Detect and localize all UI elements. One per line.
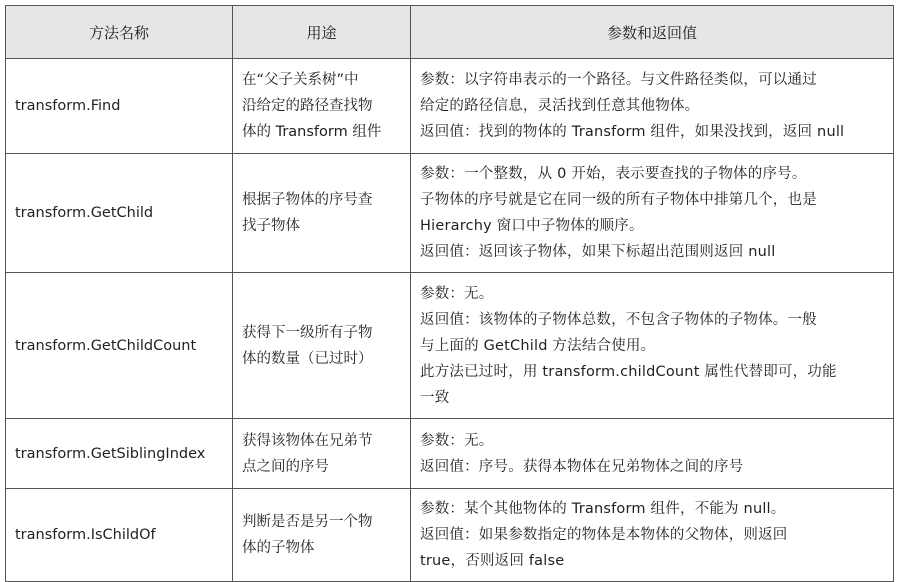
table-row <box>6 489 894 582</box>
usage-line: 获得该物体在兄弟节 <box>242 432 373 449</box>
params-line: Hierarchy 窗口中子物体的顺序。 <box>420 218 644 234</box>
usage-line: 体的数量（已过时） <box>242 350 373 367</box>
header-usage: 用途 <box>233 6 411 59</box>
params-line: 参数：某个其他物体的 Transform 组件，不能为 null。 <box>420 501 786 517</box>
table-row <box>6 154 894 273</box>
usage-cell <box>233 59 411 154</box>
params-line: 参数：无。 <box>420 432 494 449</box>
params-cell <box>411 273 894 419</box>
usage-line: 沿给定的路径查找物 <box>242 98 373 114</box>
usage-line: 获得下一级所有子物 <box>242 324 373 341</box>
params-line: 参数：以字符串表示的一个路径。与文件路径类似，可以通过 <box>420 72 817 88</box>
header-method-name: 方法名称 <box>6 6 233 59</box>
usage-line: 体的 Transform 组件 <box>242 124 382 140</box>
method-name-cell: transform.GetChildCount <box>6 273 233 419</box>
table-header <box>6 6 894 59</box>
usage-line: 在“父子关系树”中 <box>242 72 359 88</box>
usage-cell <box>233 273 411 419</box>
method-name-cell: transform.Find <box>6 59 233 154</box>
table-row <box>6 419 894 489</box>
usage-line: 判断是否是另一个物 <box>242 514 373 530</box>
method-name-cell: transform.GetSiblingIndex <box>6 419 233 489</box>
params-line: 返回值：找到的物体的 Transform 组件，如果没找到，返回 null <box>420 124 845 140</box>
transform-methods-table <box>5 5 894 582</box>
params-cell <box>411 59 894 154</box>
params-line: 参数：无。 <box>420 285 494 302</box>
params-line: 给定的路径信息，灵活找到任意其他物体。 <box>420 98 700 114</box>
usage-cell <box>233 489 411 582</box>
params-line: 此方法已过时，用 transform.childCount 属性代替即可，功能 <box>420 363 837 380</box>
table-row <box>6 59 894 154</box>
header-row <box>6 6 894 59</box>
header-params-return: 参数和返回值 <box>411 6 894 59</box>
method-name-cell: transform.IsChildOf <box>6 489 233 582</box>
usage-cell <box>233 154 411 273</box>
table-row <box>6 273 894 419</box>
usage-line: 根据子物体的序号查 <box>242 192 373 208</box>
params-line: 一致 <box>420 389 450 406</box>
usage-line: 点之间的序号 <box>242 458 329 475</box>
params-line: 子物体的序号就是它在同一级的所有子物体中排第几个，也是 <box>420 192 817 208</box>
method-name-cell: transform.GetChild <box>6 154 233 273</box>
usage-line: 找子物体 <box>242 218 300 234</box>
params-line: 返回值：返回该子物体，如果下标超出范围则返回 null <box>420 244 776 260</box>
params-line: 与上面的 GetChild 方法结合使用。 <box>420 337 656 354</box>
params-line: 返回值：该物体的子物体总数，不包含子物体的子物体。一般 <box>420 311 817 328</box>
usage-line: 体的子物体 <box>242 540 315 556</box>
usage-cell <box>233 419 411 489</box>
params-line: true，否则返回 false <box>420 553 565 569</box>
params-cell <box>411 489 894 582</box>
methods-table-container <box>5 5 893 582</box>
params-line: 返回值：序号。获得本物体在兄弟物体之间的序号 <box>420 458 744 475</box>
params-line: 参数：一个整数，从 0 开始，表示要查找的子物体的序号。 <box>420 166 807 182</box>
params-cell <box>411 419 894 489</box>
params-line: 返回值：如果参数指定的物体是本物体的父物体，则返回 <box>420 527 788 543</box>
params-cell <box>411 154 894 273</box>
